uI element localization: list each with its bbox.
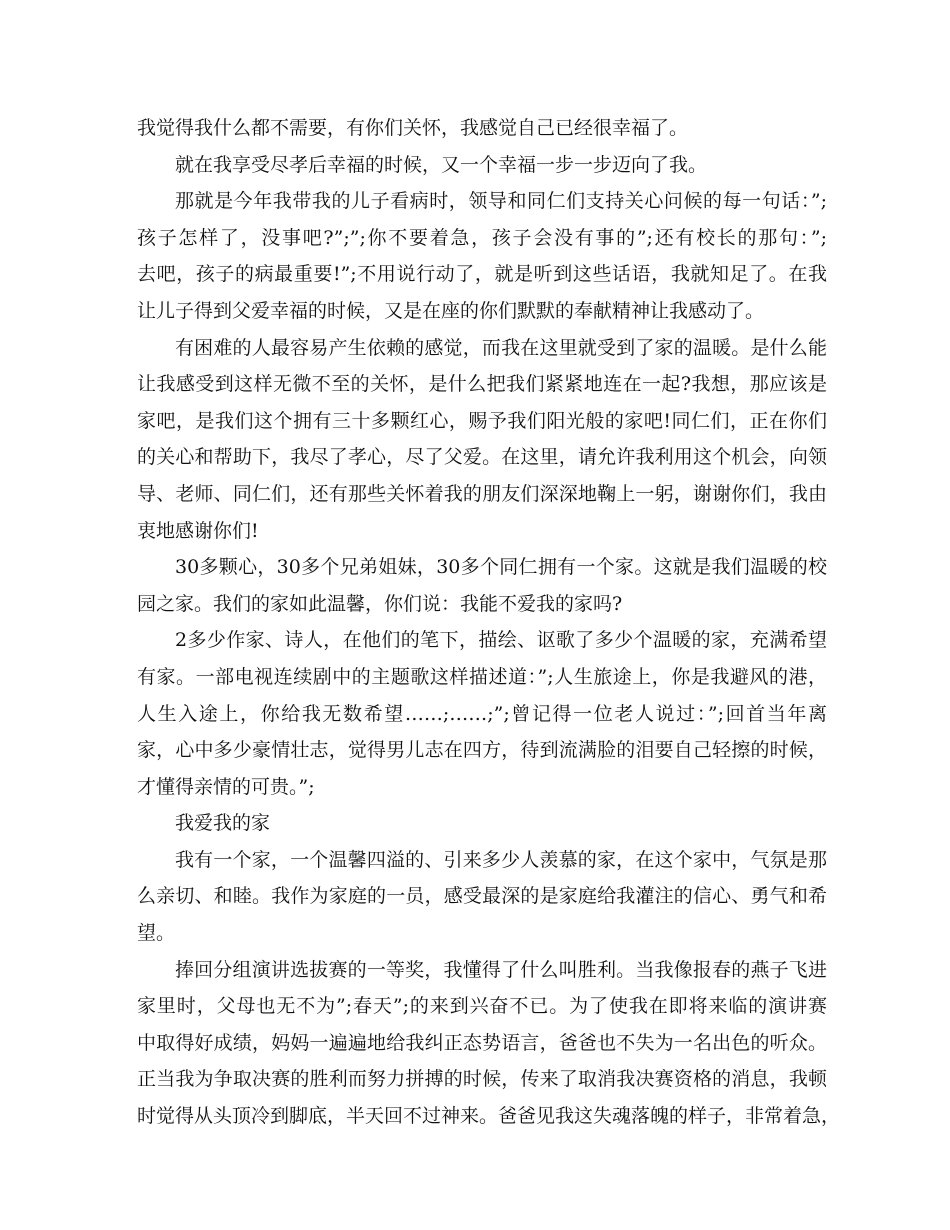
text-line: 那就是今年我带我的儿子看病时，领导和同仁们支持关心问候的每一句话：”;: [175, 190, 827, 213]
text-line: 么亲切、和睦。我作为家庭的一员，感受最深的是家庭给我灌注的信心、勇气和希: [137, 885, 827, 908]
text-line: 中取得好成绩，妈妈一遍遍地给我纠正态势语言，爸爸也不失为一名出色的听众。: [137, 1031, 827, 1054]
text-line: 衷地感谢你们!: [137, 519, 259, 542]
paragraph: [137, 622, 827, 805]
text-line: 我爱我的家: [175, 812, 271, 835]
text-line: 家吧，是我们这个拥有三十多颗红心，赐予我们阳光般的家吧!同仁们，正在你们: [137, 409, 827, 432]
text-line: 去吧，孩子的病最重要!”;不用说行动了，就是听到这些话语，我就知足了。在我: [137, 263, 827, 286]
paragraph: [137, 183, 827, 329]
text-line: 有家。一部电视连续剧中的主题歌这样描述道：”;人生旅途上，你是我避风的港，: [137, 665, 827, 688]
text-line: 人生入途上，你给我无数希望……;……;”;曾记得一位老人说过：”;回首当年离: [137, 702, 827, 725]
text-line: 园之家。我们的家如此温馨，你们说：我能不爱我的家吗?: [137, 592, 623, 615]
paragraph: [137, 549, 827, 622]
paragraph: [137, 330, 827, 550]
text-line: 孩子怎样了，没事吧?”;”;你不要着急，孩子会没有事的”;还有校长的那句：”;: [137, 226, 827, 249]
text-line: 时觉得从头顶冷到脚底，半天回不过神来。爸爸见我这失魂落魄的样子，非常着急，: [137, 1105, 841, 1128]
text-line: 的关心和帮助下，我尽了孝心，尽了父爱。在这里，请允许我利用这个机会，向领: [137, 446, 827, 469]
paragraph: [137, 110, 827, 147]
paragraph: [137, 952, 841, 1135]
text-line: 让儿子得到父爱幸福的时候，又是在座的你们默默的奉献精神让我感动了。: [137, 299, 765, 322]
text-line: 正当我为争取决赛的胜利而努力拼搏的时候，传来了取消我决赛资格的消息，我顿: [137, 1068, 827, 1091]
text-line: 我有一个家，一个温馨四溢的、引来多少人羡慕的家，在这个家中，气氛是那: [175, 848, 827, 871]
text-line: 30多颗心，30多个兄弟姐妹，30多个同仁拥有一个家。这就是我们温暖的校: [175, 556, 827, 579]
text-line: 导、老师、同仁们，还有那些关怀着我的朋友们深深地鞠上一躬，谢谢你们，我由: [137, 482, 827, 505]
document-body: [137, 110, 841, 1135]
text-line: 望。: [137, 922, 176, 945]
text-line: 家，心中多少豪情壮志，觉得男儿志在四方，待到流满脸的泪要自己轻擦的时候，: [137, 739, 827, 762]
text-line: 有困难的人最容易产生依赖的感觉，而我在这里就受到了家的温暖。是什么能: [175, 336, 827, 359]
text-line: 我觉得我什么都不需要，有你们关怀，我感觉自己已经很幸福了。: [137, 117, 689, 139]
text-line: 才懂得亲情的可贵。”;: [137, 775, 315, 798]
text-line: 2多少作家、诗人，在他们的笔下，描绘、讴歌了多少个温暖的家，充满希望: [175, 629, 827, 652]
text-line: 家里时，父母也无不为”;春天”;的来到兴奋不已。为了使我在即将来临的演讲赛: [137, 995, 827, 1018]
paragraph: [137, 805, 827, 842]
text-line: 捧回分组演讲选拔赛的一等奖，我懂得了什么叫胜利。当我像报春的燕子飞进: [175, 958, 827, 981]
text-line: 就在我享受尽孝后幸福的时候，又一个幸福一步一步迈向了我。: [175, 153, 708, 176]
paragraph: [137, 842, 827, 952]
text-line: 让我感受到这样无微不至的关怀，是什么把我们紧紧地连在一起?我想，那应该是: [137, 373, 827, 396]
paragraph: [137, 147, 827, 184]
